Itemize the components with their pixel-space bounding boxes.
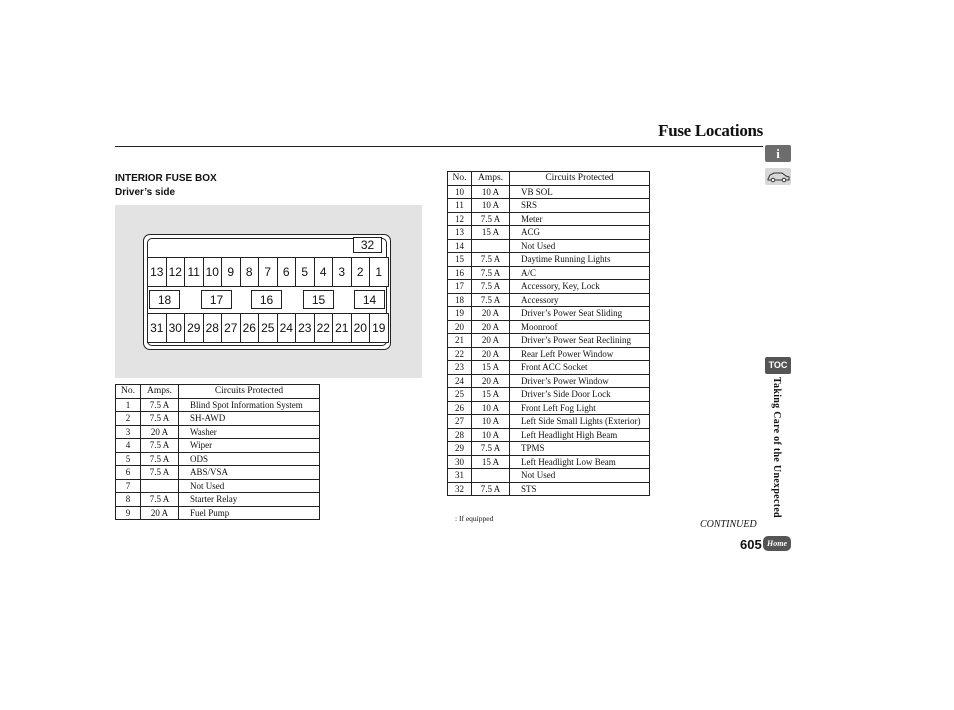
fuse-number: 27 — [448, 415, 472, 429]
fuse-amperage: 7.5 A — [472, 212, 510, 226]
fuse-circuit: SH-AWD — [179, 412, 320, 426]
car-icon-graphic — [765, 168, 791, 185]
table-row — [448, 334, 650, 348]
table-row — [448, 199, 650, 213]
fuse-number: 18 — [448, 293, 472, 307]
fuse-amperage — [141, 479, 179, 493]
info-icon[interactable]: i — [765, 145, 791, 162]
fuse-slot: 23 — [295, 313, 315, 343]
table-row — [116, 479, 320, 493]
fuse-number: 16 — [448, 266, 472, 280]
fuse-circuit: Driver’s Power Window — [510, 374, 650, 388]
fuse-number: 9 — [116, 506, 141, 520]
table-row — [448, 307, 650, 321]
table-row — [448, 253, 650, 267]
fuse-circuit: Accessory — [510, 293, 650, 307]
fuse-slot: 10 — [203, 257, 223, 287]
fuse-circuit: Meter — [510, 212, 650, 226]
fuse-number: 4 — [116, 439, 141, 453]
table-row — [448, 415, 650, 429]
fuse-amperage: 7.5 A — [141, 452, 179, 466]
table-row — [116, 425, 320, 439]
fuse-circuit: Wiper — [179, 439, 320, 453]
fuse-amperage: 7.5 A — [472, 266, 510, 280]
section-heading: INTERIOR FUSE BOX — [115, 173, 217, 184]
header-circuits: Circuits Protected — [510, 172, 650, 186]
fuse-amperage: 20 A — [472, 307, 510, 321]
fuse-slot: 27 — [221, 313, 241, 343]
home-button[interactable]: Home — [763, 536, 791, 551]
table-row — [448, 482, 650, 496]
fuse-slot: 7 — [258, 257, 278, 287]
toc-button[interactable]: TOC — [765, 357, 791, 374]
fuse-circuit: Accessory, Key, Lock — [510, 280, 650, 294]
fuse-slot: 3 — [332, 257, 352, 287]
fuse-slot: 16 — [251, 290, 282, 309]
table-row — [448, 374, 650, 388]
fuse-circuit: Not Used — [510, 239, 650, 253]
fuse-circuit: Left Side Small Lights (Exterior) — [510, 415, 650, 429]
fuse-amperage: 15 A — [472, 455, 510, 469]
fuse-slot: 30 — [166, 313, 186, 343]
fuse-amperage: 15 A — [472, 388, 510, 402]
fuse-circuit: STS — [510, 482, 650, 496]
fuse-amperage: 7.5 A — [472, 482, 510, 496]
fuse-amperage — [472, 239, 510, 253]
fuse-amperage: 20 A — [472, 320, 510, 334]
table-row — [116, 506, 320, 520]
fuse-circuit: Blind Spot Information System — [179, 398, 320, 412]
fuse-amperage: 7.5 A — [141, 493, 179, 507]
fuse-circuit: Washer — [179, 425, 320, 439]
fuse-circuit: A/C — [510, 266, 650, 280]
table-row — [448, 293, 650, 307]
fuse-number: 15 — [448, 253, 472, 267]
table-row — [448, 226, 650, 240]
fuse-circuit: Starter Relay — [179, 493, 320, 507]
table-row — [116, 493, 320, 507]
fuse-amperage: 7.5 A — [141, 439, 179, 453]
table-row — [448, 320, 650, 334]
fuse-number: 14 — [448, 239, 472, 253]
fuse-slot: 17 — [201, 290, 232, 309]
fuse-amperage: 10 A — [472, 199, 510, 213]
fuse-slot: 20 — [351, 313, 371, 343]
fuse-circuit: Driver’s Side Door Lock — [510, 388, 650, 402]
fuse-number: 6 — [116, 466, 141, 480]
fuse-slot: 1 — [369, 257, 389, 287]
title-divider — [115, 146, 763, 147]
fuse-slot: 9 — [221, 257, 241, 287]
table-row — [448, 266, 650, 280]
fuse-circuit: ABS/VSA — [179, 466, 320, 480]
fuse-table-left — [115, 384, 320, 520]
fuse-circuit: Driver’s Power Seat Sliding — [510, 307, 650, 321]
fuse-number: 19 — [448, 307, 472, 321]
fuse-slot: 12 — [166, 257, 186, 287]
fuse-circuit: TPMS — [510, 442, 650, 456]
fuse-slot: 19 — [369, 313, 389, 343]
fuse-circuit: Not Used — [510, 469, 650, 483]
table-row — [448, 401, 650, 415]
table-row — [116, 398, 320, 412]
header-no: No. — [116, 385, 141, 399]
fuse-circuit: Daytime Running Lights — [510, 253, 650, 267]
fuse-amperage: 20 A — [472, 347, 510, 361]
fuse-number: 20 — [448, 320, 472, 334]
fuse-amperage: 7.5 A — [472, 280, 510, 294]
fuse-amperage: 7.5 A — [472, 253, 510, 267]
fuse-circuit: Not Used — [179, 479, 320, 493]
fuse-slot: 21 — [332, 313, 352, 343]
fuse-circuit: Front ACC Socket — [510, 361, 650, 375]
fuse-amperage: 10 A — [472, 415, 510, 429]
fuse-amperage: 7.5 A — [141, 466, 179, 480]
page-number: 605 — [740, 537, 762, 552]
table-row — [448, 442, 650, 456]
fuse-slot: 13 — [147, 257, 167, 287]
fuse-number: 11 — [448, 199, 472, 213]
header-amps: Amps. — [141, 385, 179, 399]
section-subheading: Driver’s side — [115, 187, 176, 198]
fuse-slot: 15 — [303, 290, 334, 309]
fuse-number: 12 — [448, 212, 472, 226]
fuse-circuit: Front Left Fog Light — [510, 401, 650, 415]
fuse-circuit: Left Headlight High Beam — [510, 428, 650, 442]
table-row — [448, 455, 650, 469]
fuse-number: 17 — [448, 280, 472, 294]
fuse-amperage: 10 A — [472, 185, 510, 199]
fuse-slot: 8 — [240, 257, 260, 287]
table-row — [448, 185, 650, 199]
fuse-number: 2 — [116, 412, 141, 426]
fuse-number: 24 — [448, 374, 472, 388]
fuse-circuit: VB SOL — [510, 185, 650, 199]
header-no: No. — [448, 172, 472, 186]
fuse-number: 10 — [448, 185, 472, 199]
fuse-slot: 6 — [277, 257, 297, 287]
fuse-slot: 29 — [184, 313, 204, 343]
fuse-amperage: 10 A — [472, 401, 510, 415]
header-amps: Amps. — [472, 172, 510, 186]
fuse-slot: 5 — [295, 257, 315, 287]
fuse-slot: 24 — [277, 313, 297, 343]
fuse-number: 29 — [448, 442, 472, 456]
fuse-number: 22 — [448, 347, 472, 361]
fuse-number: 8 — [116, 493, 141, 507]
fuse-slot: 2 — [351, 257, 371, 287]
table-row — [448, 361, 650, 375]
fuse-slot: 14 — [354, 290, 385, 309]
fuse-slot: 31 — [147, 313, 167, 343]
fuse-number: 1 — [116, 398, 141, 412]
fuse-amperage: 7.5 A — [472, 293, 510, 307]
fuse-table-right — [447, 171, 650, 496]
fuse-box-diagram — [143, 234, 391, 350]
fuse-number: 31 — [448, 469, 472, 483]
fuse-circuit: ODS — [179, 452, 320, 466]
fuse-number: 21 — [448, 334, 472, 348]
table-row — [448, 239, 650, 253]
page-title: Fuse Locations — [658, 121, 763, 140]
fuse-number: 5 — [116, 452, 141, 466]
table-row — [448, 469, 650, 483]
fuse-circuit: ACG — [510, 226, 650, 240]
fuse-circuit: Fuel Pump — [179, 506, 320, 520]
fuse-amperage: 20 A — [141, 506, 179, 520]
fuse-circuit: Moonroof — [510, 320, 650, 334]
fuse-number: 30 — [448, 455, 472, 469]
fuse-amperage: 20 A — [141, 425, 179, 439]
fuse-slot: 32 — [353, 237, 382, 253]
fuse-amperage: 7.5 A — [472, 442, 510, 456]
fuse-slot: 18 — [149, 290, 180, 309]
fuse-number: 13 — [448, 226, 472, 240]
fuse-slot: 25 — [258, 313, 278, 343]
fuse-amperage — [472, 469, 510, 483]
table-row — [448, 388, 650, 402]
fuse-number: 7 — [116, 479, 141, 493]
fuse-amperage: 7.5 A — [141, 412, 179, 426]
fuse-slot: 11 — [184, 257, 204, 287]
footnote: : If equipped — [455, 514, 494, 523]
fuse-amperage: 7.5 A — [141, 398, 179, 412]
continued-label: CONTINUED — [700, 519, 757, 530]
table-row — [116, 452, 320, 466]
table-row — [448, 280, 650, 294]
table-row — [116, 466, 320, 480]
section-side-tab[interactable]: Taking Care of the Unexpected — [771, 377, 782, 518]
table-row — [116, 439, 320, 453]
header-circuits: Circuits Protected — [179, 385, 320, 399]
fuse-amperage: 15 A — [472, 226, 510, 240]
fuse-circuit: Left Headlight Low Beam — [510, 455, 650, 469]
fuse-circuit: SRS — [510, 199, 650, 213]
fuse-slot: 4 — [314, 257, 334, 287]
fuse-number: 3 — [116, 425, 141, 439]
fuse-slot: 26 — [240, 313, 260, 343]
fuse-amperage: 20 A — [472, 334, 510, 348]
fuse-number: 25 — [448, 388, 472, 402]
fuse-number: 28 — [448, 428, 472, 442]
fuse-number: 23 — [448, 361, 472, 375]
fuse-slot: 22 — [314, 313, 334, 343]
table-row — [448, 428, 650, 442]
car-icon[interactable] — [765, 168, 791, 185]
fuse-amperage: 20 A — [472, 374, 510, 388]
fuse-slot: 28 — [203, 313, 223, 343]
table-row — [448, 212, 650, 226]
fuse-circuit: Driver’s Power Seat Reclining — [510, 334, 650, 348]
fuse-number: 32 — [448, 482, 472, 496]
table-row — [448, 347, 650, 361]
fuse-number: 26 — [448, 401, 472, 415]
fuse-amperage: 10 A — [472, 428, 510, 442]
fuse-amperage: 15 A — [472, 361, 510, 375]
table-row — [116, 412, 320, 426]
fuse-circuit: Rear Left Power Window — [510, 347, 650, 361]
